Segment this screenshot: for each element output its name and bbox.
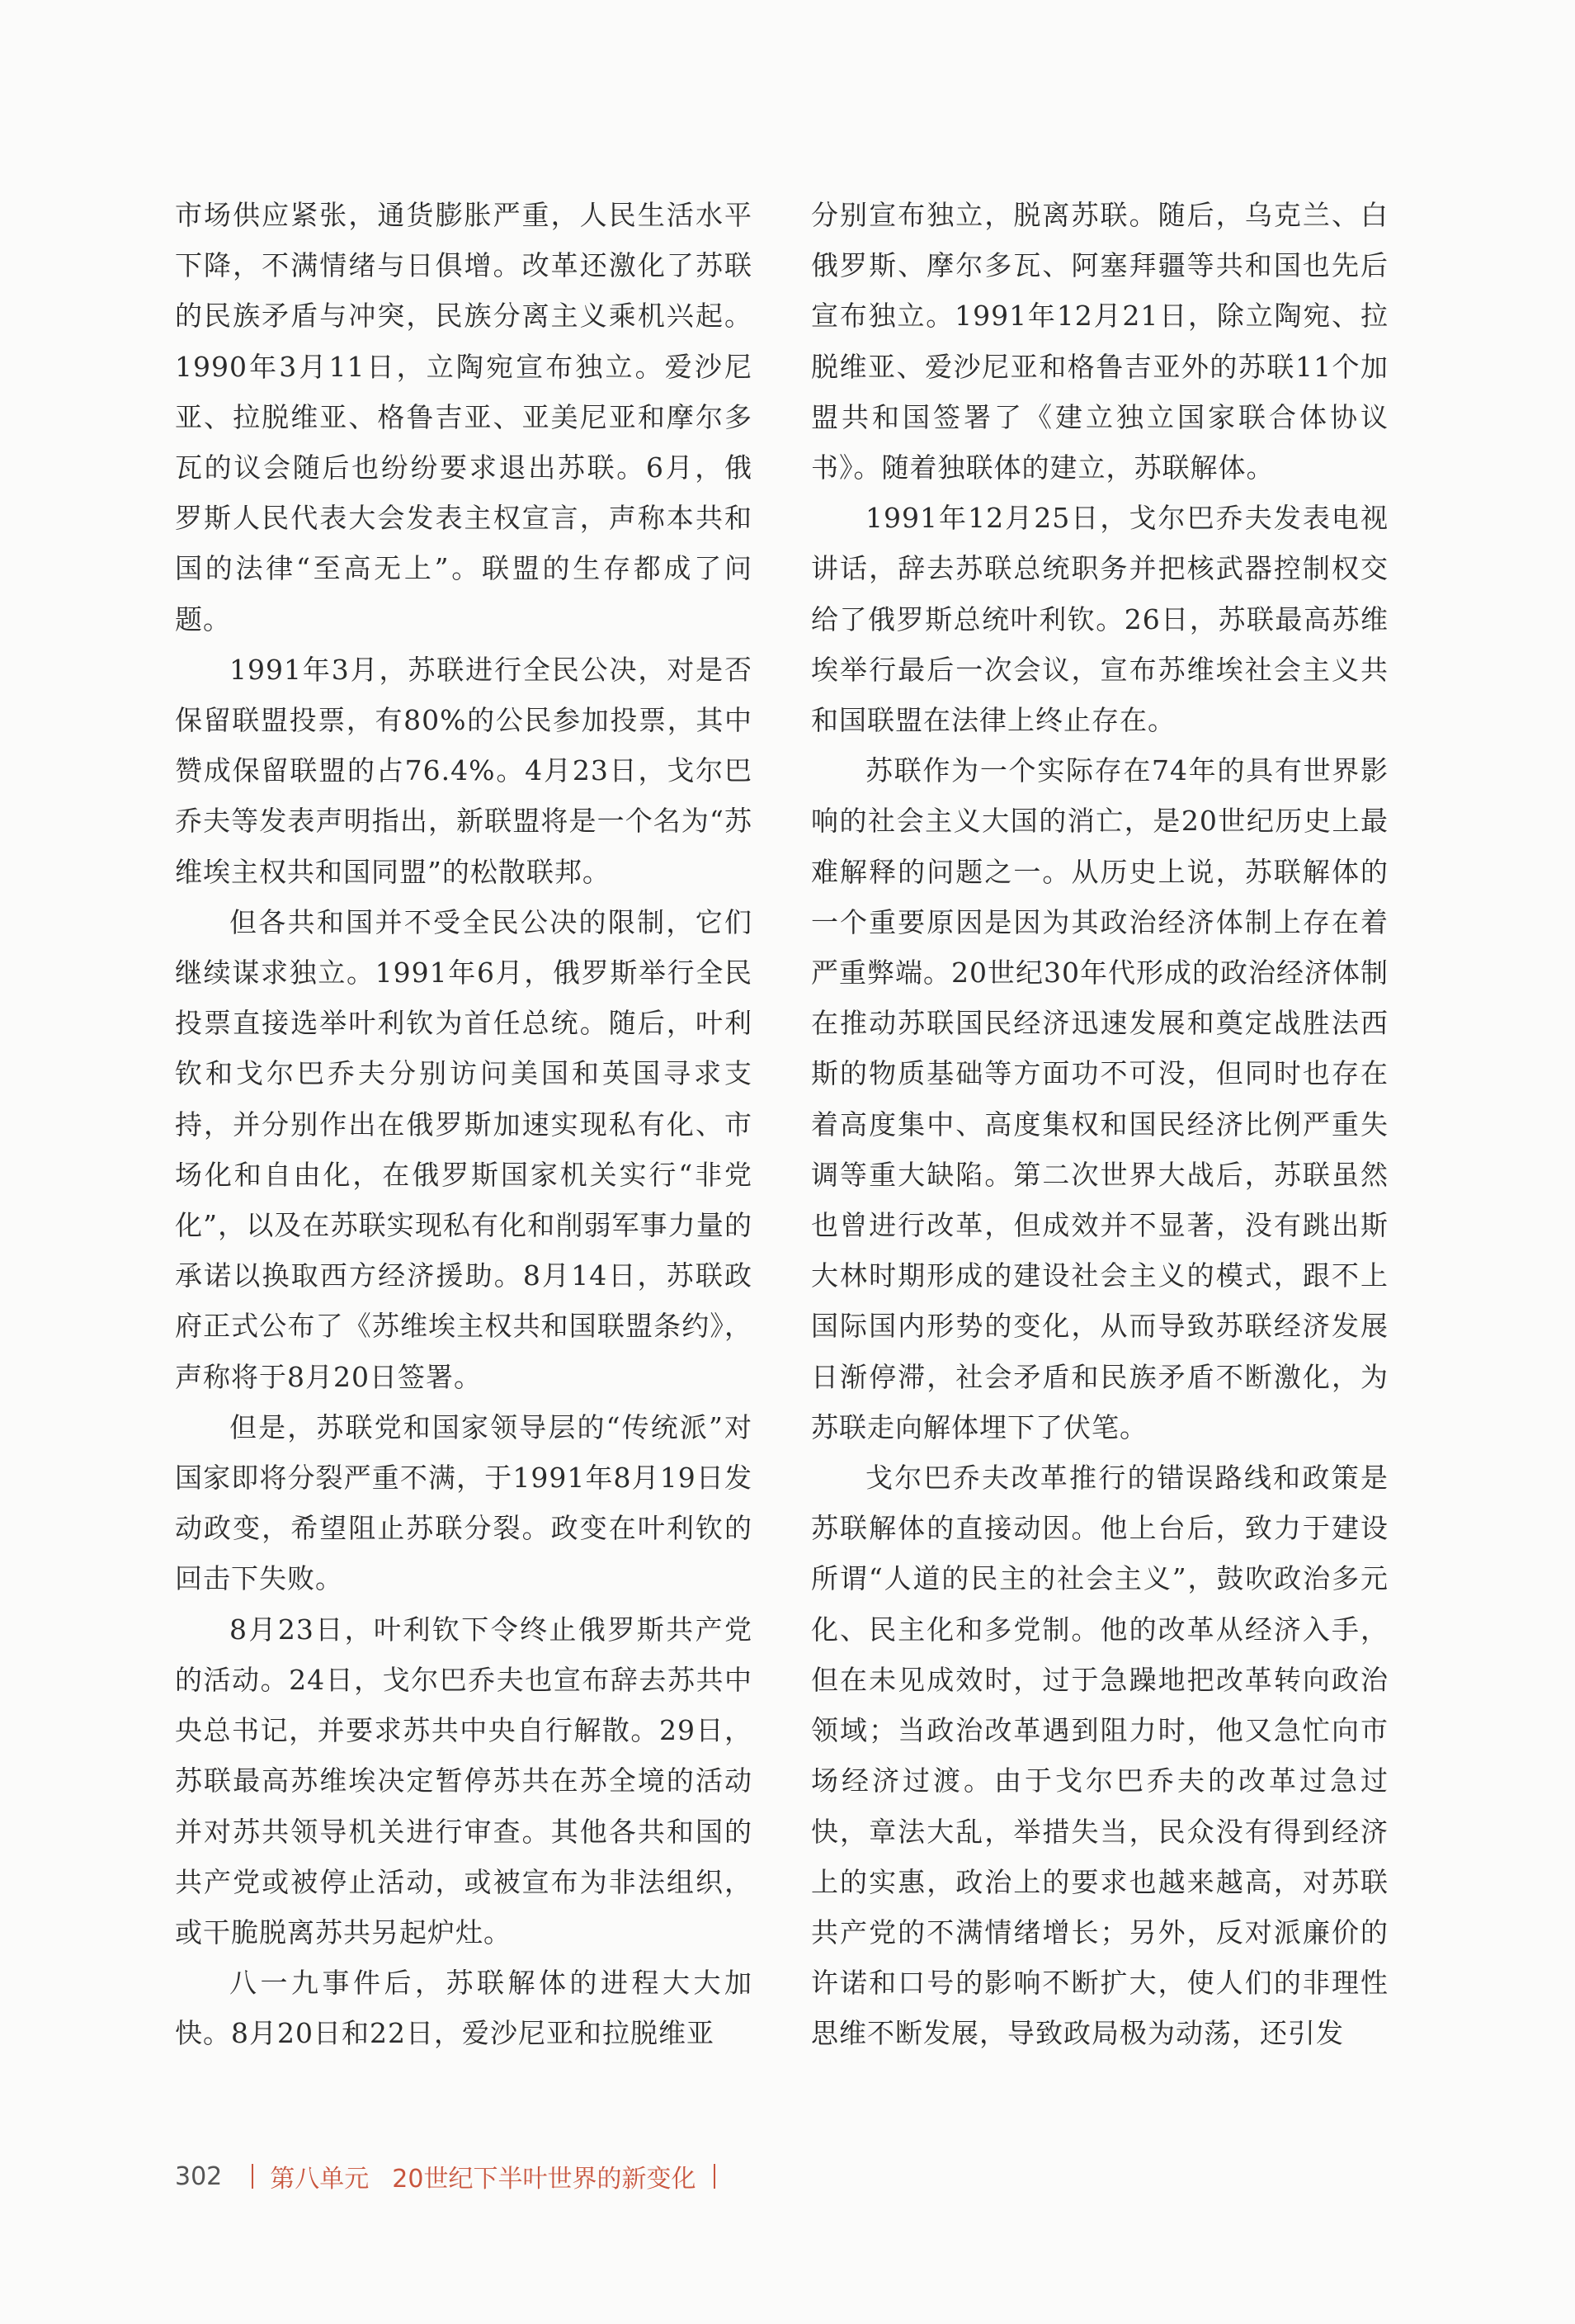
paragraph: 1991年12月25日，戈尔巴乔夫发表电视讲话，辞去苏联总统职务并把核武器控制权交给了俄罗斯总统叶利钦。26日，苏联最高苏维埃举行最后一次会议，宣布苏维埃社会主义共和国联盟在法律上终止存在。	[811, 502, 1389, 737]
paragraph: 分别宣布独立，脱离苏联。随后，乌克兰、白俄罗斯、摩尔多瓦、阿塞拜疆等共和国也先后宣布独立。1991年12月21日，除立陶宛、拉脱维亚、爱沙尼亚和格鲁吉亚外的苏联11个加盟共和国签署了《建立独立国家联合体协议书》。随着独联体的建立，苏联解体。	[811, 199, 1389, 484]
paragraph: 八一九事件后，苏联解体的进程大大加快。8月20日和22日，爱沙尼亚和拉脱维亚	[175, 1967, 752, 2050]
paragraph: 1991年3月，苏联进行全民公决，对是否保留联盟投票，有80%的公民参加投票，其中赞成保留联盟的占76.4%。4月23日，戈尔巴乔夫等发表声明指出，新联盟将是一个名为“苏维埃主权共和国同盟”的松散联邦。	[175, 653, 752, 888]
paragraph: 但各共和国并不受全民公决的限制，它们继续谋求独立。1991年6月，俄罗斯举行全民投票直接选举叶利钦为首任总统。随后，叶利钦和戈尔巴乔夫分别访问美国和英国寻求支持，并分别作出在俄罗斯加速实现私有化、市场化和自由化，在俄罗斯国家机关实行“非党化”，以及在苏联实现私有化和削弱军事力量的承诺以换取西方经济援助。8月14日，苏联政府正式公布了《苏维埃主权共和国联盟条约》，声称将于8月20日签署。	[175, 905, 752, 1393]
paragraph: 苏联作为一个实际存在74年的具有世界影响的社会主义大国的消亡，是20世纪历史上最难解释的问题之一。从历史上说，苏联解体的一个重要原因是因为其政治经济体制上存在着严重弊端。20世纪30年代形成的政治经济体制在推动苏联国民经济迅速发展和奠定战胜法西斯的物质基础等方面功不可没，但同时也存在着高度集中、高度集权和国民经济比例严重失调等重大缺陷。第二次世界大战后，苏联虽然也曾进行改革，但成效并不显著，没有跳出斯大林时期形成的建设社会主义的模式，跟不上国际国内形势的变化，从而导致苏联经济发展日渐停滞，社会矛盾和民族矛盾不断激化，为苏联走向解体埋下了伏笔。	[811, 754, 1389, 1443]
page-footer	[175, 2156, 715, 2197]
paragraph: 但是，苏联党和国家领导层的“传统派”对国家即将分裂严重不满，于1991年8月19日发动政变，希望阻止苏联分裂。政变在叶利钦的回击下失败。	[175, 1410, 752, 1595]
paragraph: 戈尔巴乔夫改革推行的错误路线和政策是苏联解体的直接动因。他上台后，致力于建设所谓“人道的民主的社会主义”，鼓吹政治多元化、民主化和多党制。他的改革从经济入手，但在未见成效时，过于急躁地把改革转向政治领域；当政治改革遇到阻力时，他又急忙向市场经济过渡。由于戈尔巴乔夫的改革过急过快，章法大乱，举措失当，民众没有得到经济上的实惠，政治上的要求也越来越高，对苏联共产党的不满情绪增长；另外，反对派廉价的许诺和口号的影响不断扩大，使人们的非理性思维不断发展，导致政局极为动荡，还引发	[811, 1462, 1389, 2050]
unit-label: 第八单元	[270, 2165, 370, 2194]
footer-divider	[714, 2164, 715, 2189]
page-number: 302	[175, 2161, 223, 2191]
unit-title: 20世纪下半叶世界的新变化	[392, 2165, 696, 2194]
left-column	[175, 190, 752, 2059]
right-column	[811, 190, 1389, 2059]
footer-divider	[252, 2164, 253, 2189]
paragraph: 市场供应紧张，通货膨胀严重，人民生活水平下降，不满情绪与日俱增。改革还激化了苏联的民族矛盾与冲突，民族分离主义乘机兴起。1990年3月11日，立陶宛宣布独立。爱沙尼亚、拉脱维亚、格鲁吉亚、亚美尼亚和摩尔多瓦的议会随后也纷纷要求退出苏联。6月，俄罗斯人民代表大会发表主权宣言，声称本共和国的法律“至高无上”。联盟的生存都成了问题。	[175, 199, 752, 635]
paragraph: 8月23日，叶利钦下令终止俄罗斯共产党的活动。24日，戈尔巴乔夫也宣布辞去苏共中央总书记，并要求苏共中央自行解散。29日，苏联最高苏维埃决定暂停苏共在苏全境的活动并对苏共领导机关进行审查。其他各共和国的共产党或被停止活动，或被宣布为非法组织，或干脆脱离苏共另起炉灶。	[175, 1613, 752, 1948]
